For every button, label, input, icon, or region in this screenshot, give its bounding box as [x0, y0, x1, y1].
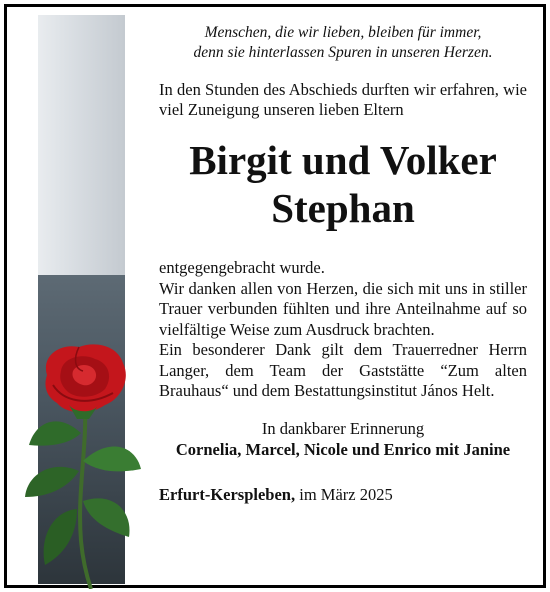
thanks-paragraph: entgegengebracht wurde.: [159, 258, 325, 277]
memory-line: In dankbarer Erinnerung: [261, 418, 425, 438]
motto-quote: [159, 21, 527, 63]
intro-text: In den Stunden des Abschieds durften wir erfahren, wie viel Zuneigung unseren lieben Eltern: [159, 80, 527, 119]
notice-content: [159, 21, 527, 505]
obituary-notice: [4, 4, 546, 588]
deceased-name-line: Stephan: [271, 185, 415, 231]
deceased-name-line: Birgit und Volker: [189, 137, 497, 183]
place-and-date: [159, 485, 527, 505]
signers: Cornelia, Marcel, Nicole und Enrico mit Janine: [175, 439, 511, 459]
red-rose-icon: [17, 341, 147, 589]
motto-line: denn sie hinterlassen Spuren in unseren Herzen.: [193, 44, 493, 61]
motto-line: Menschen, die wir lieben, bleiben für immer,: [204, 24, 482, 41]
date: im März 2025: [299, 484, 393, 504]
place: Erfurt-Kerspleben,: [159, 484, 296, 504]
deceased-names: [159, 136, 527, 232]
thanks-paragraph: Wir danken allen von Herzen, die sich mit uns in stiller Trauer verbunden fühlten und ihre Anteilnahme auf so vielfältige Weise zum Ausdruck brachten.: [159, 278, 527, 339]
thanks-paragraph: Ein besonderer Dank gilt dem Trauerredner Herrn Langer, dem Team der Gaststätte “Zum alten Brauhaus“ und dem Bestattungsinstitut János Helt.: [159, 340, 527, 400]
